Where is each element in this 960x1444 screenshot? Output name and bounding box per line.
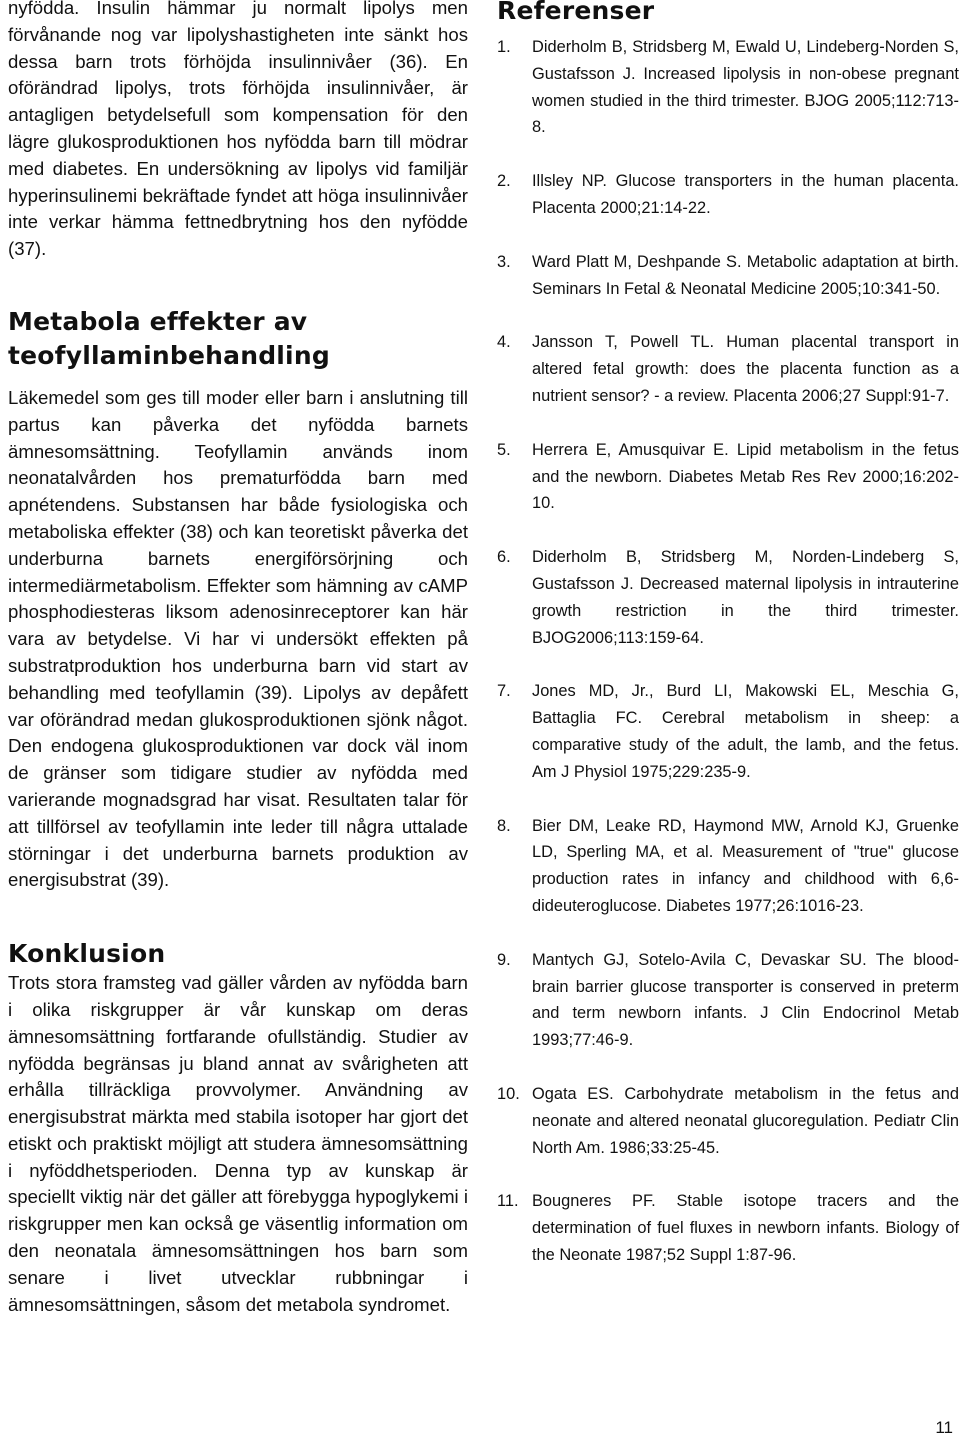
page-number: 11 (935, 1418, 953, 1437)
reference-text: Diderholm B, Stridsberg M, Ewald U, Lindeberg-Norden S, Gustafsson J. Increased lipolysis in non-obese pregnant women studied in the third trimester. BJOG 2005;112:713-8. (532, 38, 959, 137)
reference-number: 2. (497, 172, 511, 191)
right-column (497, 0, 959, 1296)
reference-item (497, 329, 959, 409)
reference-item (497, 813, 959, 920)
reference-item (497, 249, 959, 303)
reference-text: Jansson T, Powell TL. Human placental transport in altered fetal growth: does the placenta function as a nutrient sensor? - a review. Placenta 2006;27 Suppl:91-7. (532, 333, 959, 405)
reference-number: 1. (497, 38, 511, 56)
reference-item (497, 947, 959, 1054)
reference-item (497, 34, 959, 141)
reference-number: 9. (497, 950, 511, 969)
reference-text: Herrera E, Amusquivar E. Lipid metabolism in the fetus and the newborn. Diabetes Metab Res Rev 2000;16:202-10. (532, 440, 959, 513)
reference-text: Ward Platt M, Deshpande S. Metabolic adaptation at birth. Seminars In Fetal & Neonatal Medicine 2005;10:341-50. (532, 252, 959, 298)
reference-number: 4. (497, 333, 511, 352)
section-heading-konklusion: Konklusion (8, 939, 166, 969)
reference-text: Bougneres PF. Stable isotope tracers and the determination of fuel fluxes in newborn infants. Biology of the Neonate 1987;52 Suppl 1:87-96. (532, 1192, 959, 1264)
heading-line-2: teofyllaminbehandling (8, 340, 330, 370)
reference-item (497, 437, 959, 517)
reference-number: 8. (497, 816, 511, 835)
reference-number: 10. (497, 1084, 520, 1103)
konklusion-paragraph: Trots stora framsteg vad gäller vården av nyfödda barn i olika riskgrupper är vår kunskap om deras ämnesomsättning fortfarande ofullständig. Studier av nyfödda begränsas ju bland annat av svårigheten att erhålla tillräckliga provvolymer. Användning av energisubstrat märkta med stabila isotoper har gjort det etiskt och praktiskt möjligt att studera ämnesomsättning i nyföddhetsperioden. Denna typ av kunskap är speciellt viktig när det gäller att förebygga hypoglykemi i riskgrupper men kan också ge väsentlig information om den neonatala ämnesomsättningen hos barn som senare i livet utvecklar rubbningar i ämnesomsättningen, såsom det metabola syndromet. (8, 972, 468, 1315)
heading-line-1: Metabola effekter av (8, 306, 308, 336)
reference-number: 6. (497, 548, 511, 567)
reference-item (497, 544, 959, 651)
reference-number: 11. (497, 1192, 519, 1211)
reference-list (497, 34, 959, 1269)
reference-text: Ogata ES. Carbohydrate metabolism in the fetus and neonate and altered neonatal glucoregulation. Pediatr Clin North Am. 1986;33:25-45. (532, 1084, 959, 1157)
reference-text: Diderholm B, Stridsberg M, Norden-Lindeberg S, Gustafsson J. Decreased maternal lipolysis in intrauterine growth restriction in the third trimester. BJOG2006;113:159-64. (532, 548, 959, 647)
reference-number: 3. (497, 252, 511, 271)
reference-item (497, 1081, 959, 1161)
metabola-paragraph: Läkemedel som ges till moder eller barn i anslutning till partus kan påverka det nyfödda barnets ämnesomsättning. Teofyllamin används inom neonatalvården hos prematurfödda barn med apnétendens. Substansen har både fysiologiska och metaboliska effekter (38) och kan teoretiskt påverka det underburna barnets energiförsörjning och intermediärmetabolism. Effekter som hämning av cAMP phosphodiesteras liksom adenosinreceptorer kan här vara av betydelse. Vi har vi undersökt effekten på substratproduktion hos underburna barn vid start av behandling med teofyllamin (39). Lipolys av depåfett var oförändrad medan glukosproduktionen sjönk något. Den endogena glukosproduktionen var dock väl inom de gränser som tidigare studier av nyfödda med varierande mognadsgrad har visat. Resultaten talar för att tillförsel av teofyllamin inte leder till några uttalade störningar i det underburna barnets produktion av energisubstrat (39). (8, 386, 468, 891)
reference-number: 7. (497, 682, 511, 701)
left-column (8, 0, 468, 1318)
reference-item (497, 168, 959, 222)
reference-text: Mantych GJ, Sotelo-Avila C, Devaskar SU. The blood-brain barrier glucose transporter is conserved in preterm and term newborn infants. J Clin Endocrinol Metab 1993;77:46-9. (532, 950, 959, 1050)
reference-text: Illsley NP. Glucose transporters in the human placenta. Placenta 2000;21:14-22. (532, 172, 959, 217)
section-heading-metabola (8, 305, 468, 373)
references-heading: Referenser (497, 0, 655, 25)
reference-text: Jones MD, Jr., Burd LI, Makowski EL, Meschia G, Battaglia FC. Cerebral metabolism in sheep: a comparative study of the adult, the lamb, and the fetus. Am J Physiol 1975;229:235-9. (532, 682, 959, 781)
reference-number: 5. (497, 440, 511, 459)
reference-item (497, 1188, 959, 1268)
reference-item (497, 678, 959, 785)
intro-paragraph: nyfödda. Insulin hämmar ju normalt lipolys men förvånande nog var lipolyshastigheten inte sänkt hos dessa barn trots förhöjda insulinnivåer (36). En oförändrad lipolys, trots förhöjda insulinnivåer, är antagligen betydelsefull som kompensation för den lägre glukosproduktionen hos nyfödda barn till mödrar med diabetes. En undersökning av lipolys vid familjär hyperinsulinemi bekräftade fyndet att höga insulinnivåer inte verkar hämma fettnedbrytning hos den nyfödde (37). (8, 0, 468, 260)
reference-text: Bier DM, Leake RD, Haymond MW, Arnold KJ, Gruenke LD, Sperling MA, et al. Measurement of "true" glucose production rates in infancy and childhood with 6,6-dideuteroglucose. Diabetes 1977;26:1016-23. (532, 816, 959, 915)
